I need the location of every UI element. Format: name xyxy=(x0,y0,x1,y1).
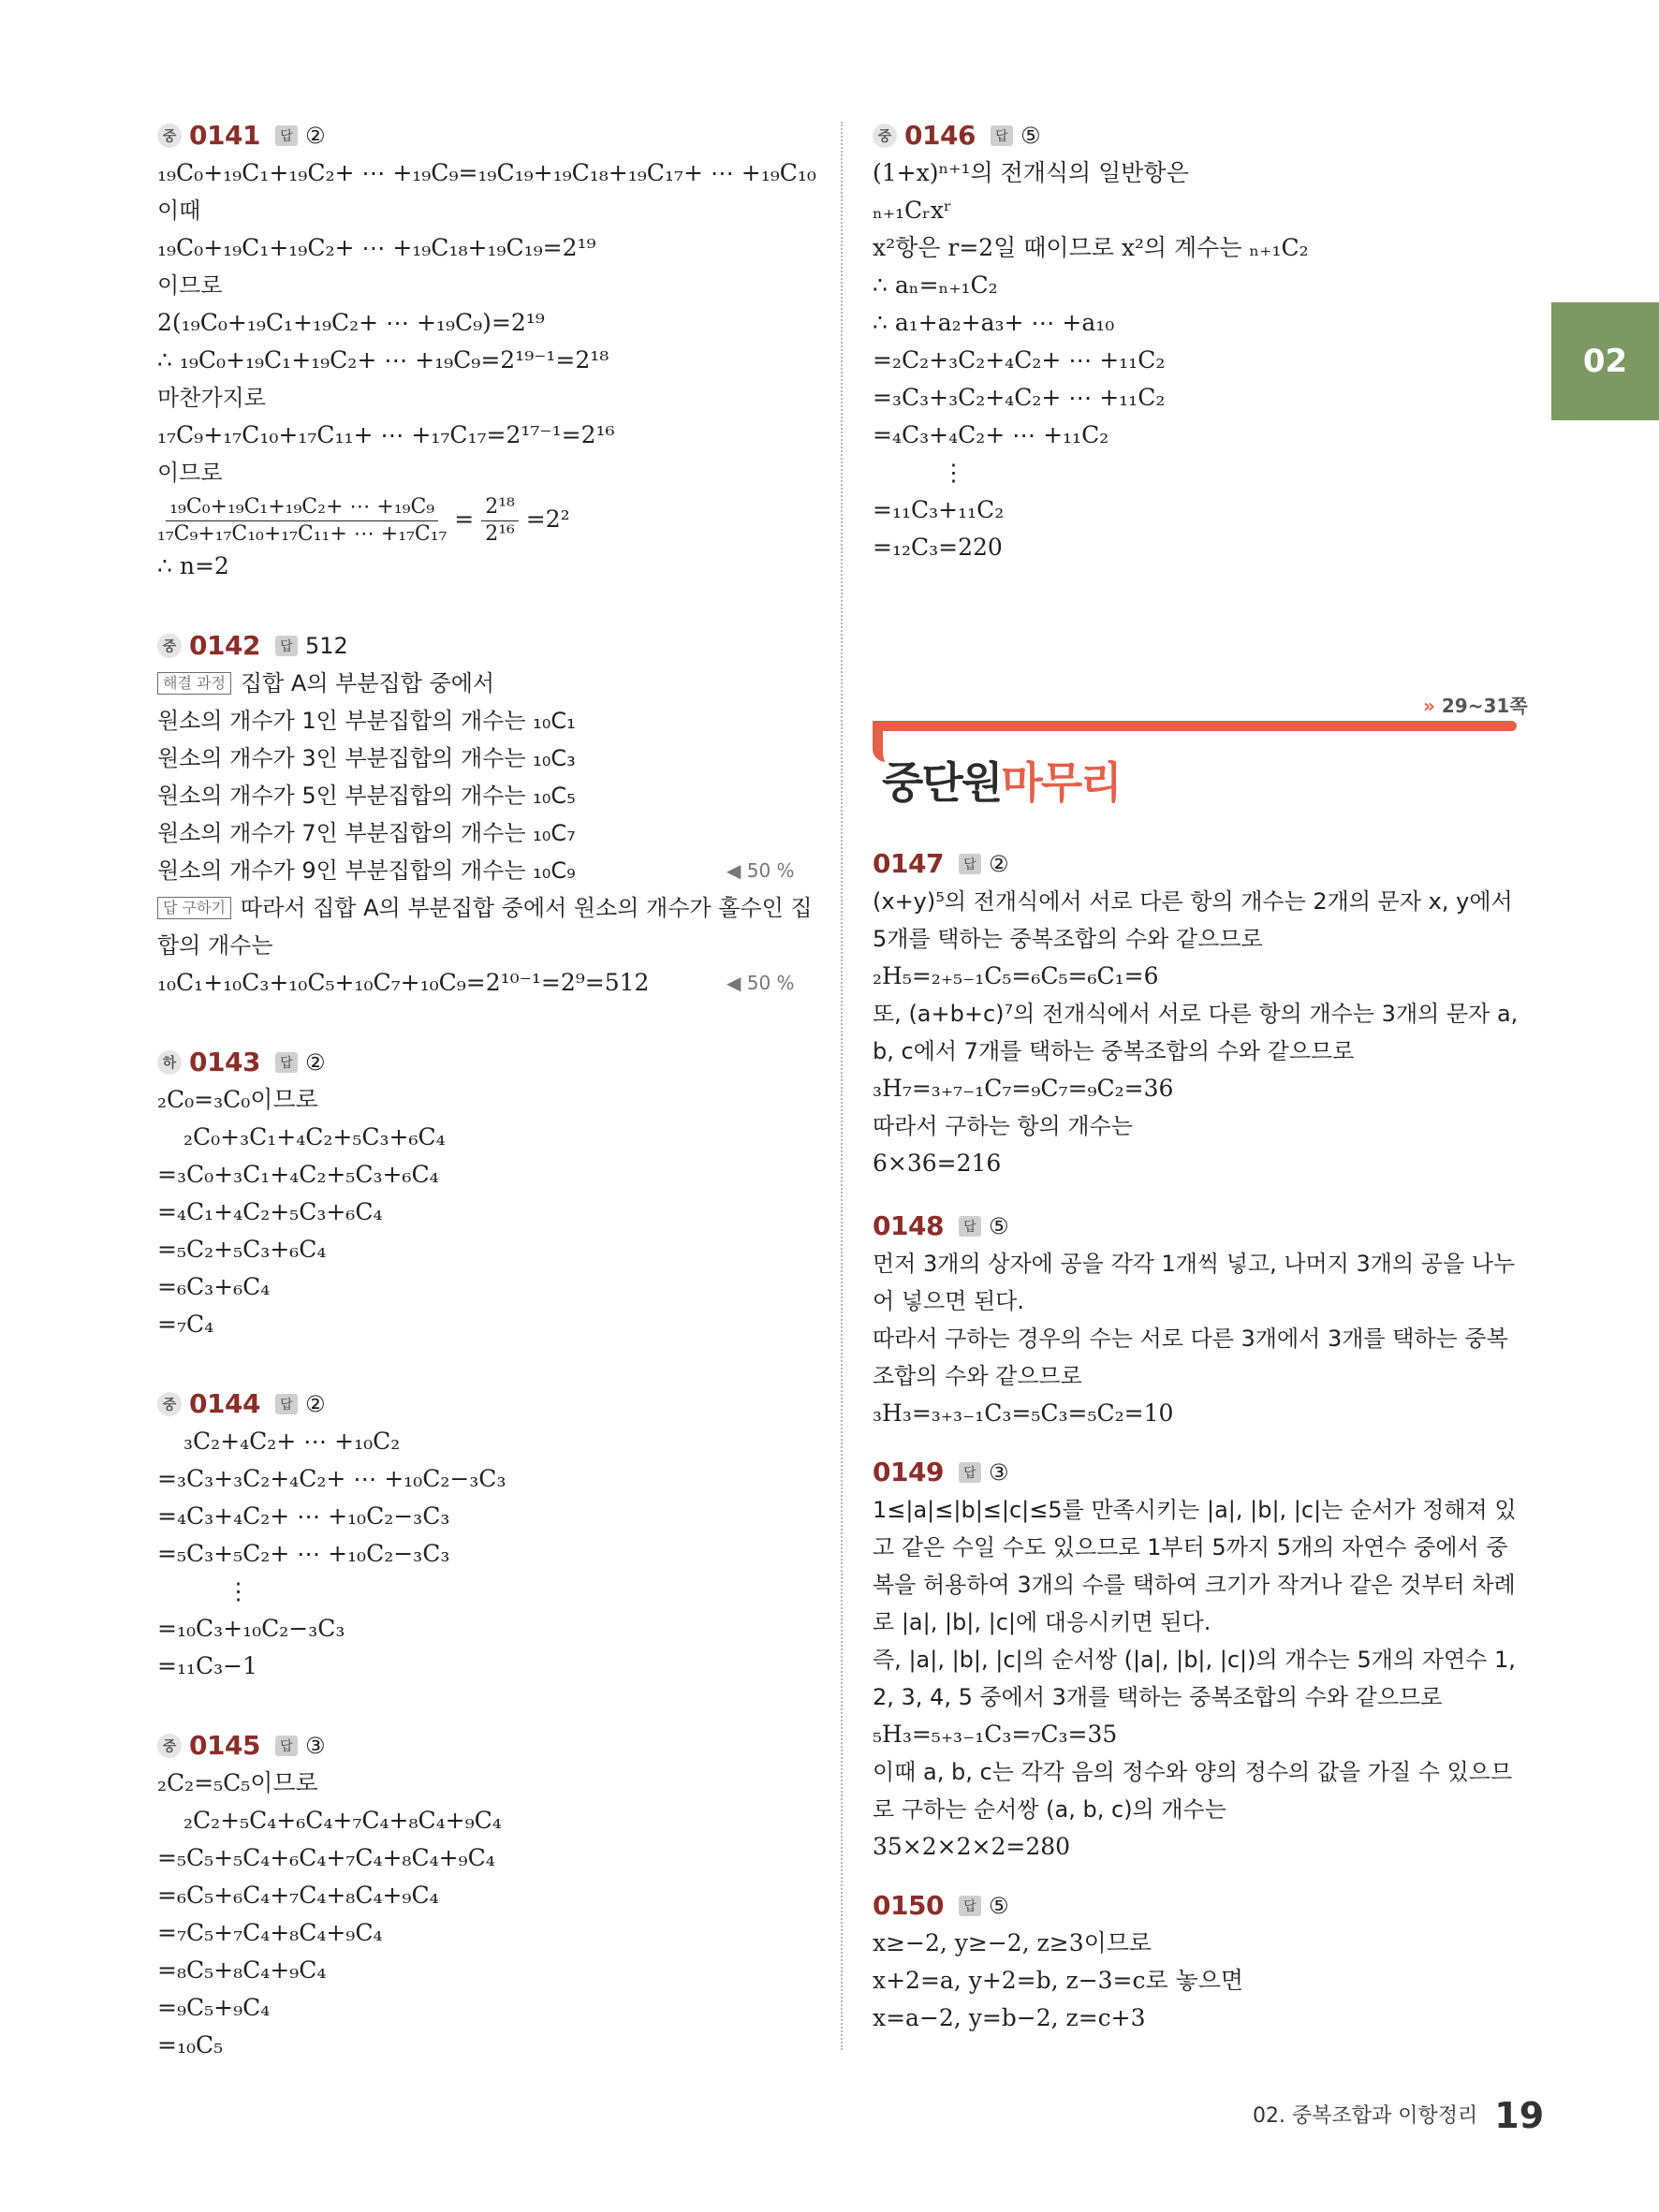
answer: ② xyxy=(304,1390,326,1417)
solution-paragraph: 답 구하기 따라서 집합 A의 부분집합 중에서 원소의 개수가 홀수인 집합의 개수는 xyxy=(157,895,813,959)
solution-line: ₅H₃=₅₊₃₋₁C₃=₇C₃=35 xyxy=(873,1721,1118,1748)
problem-0141 xyxy=(157,120,816,585)
solution-line: =₄C₃+₄C₂+ ⋯ +₁₀C₂−₃C₃ xyxy=(157,1502,450,1530)
solution-line: (1+x)ⁿ⁺¹의 전개식의 일반항은 xyxy=(873,159,1189,186)
answer-tag: 답 xyxy=(275,1736,298,1756)
solution-line: =₇C₄ xyxy=(157,1311,214,1338)
problem-0143 xyxy=(157,1047,813,1343)
fraction-line: $\frac{\text{₁₉C₀+₁₉C₁+₁₉C₂+ ⋯ +₁₉C₉}}{\text{₁₇C₉+₁₇C₁₀+₁₇C₁₁+ ⋯ +₁₇C₁₇}}$ = $\frac{\text{2¹⁸}}{\text{2¹⁶}}$ =2² xyxy=(157,495,570,546)
score-percent: ◀ 50 % xyxy=(727,972,795,994)
solution-paragraph: 이때 a, b, c는 각각 음의 정수와 양의 정수의 값을 가질 수 있으므로 구하는 순서쌍 (a, b, c)의 개수는 xyxy=(873,1759,1513,1823)
solution-paragraph: 또, (a+b+c)⁷의 전개식에서 서로 다른 항의 개수는 3개의 문자 a, b, c에서 7개를 택하는 중복조합의 수와 같으므로 xyxy=(873,1001,1519,1064)
fraction-denominator: ₁₇C₉+₁₇C₁₀+₁₇C₁₁+ ⋯ +₁₇C₁₇ xyxy=(157,522,448,546)
solution-line: =₇C₅+₇C₄+₈C₄+₉C₄ xyxy=(157,1919,383,1946)
solution-paragraph: (x+y)⁵의 전개식에서 서로 다른 항의 개수는 2개의 문자 x, y에서 5개를 택하는 중복조합의 수와 같으므로 xyxy=(873,888,1513,952)
solution-line: ₁₉C₀+₁₉C₁+₁₉C₂+ ⋯ +₁₉C₉=₁₉C₁₉+₁₉C₁₈+₁₉C₁₇+ ⋯ +₁₉C₁₀ xyxy=(157,159,816,186)
answer: 512 xyxy=(304,632,348,659)
problem-number: 0146 xyxy=(904,120,976,151)
problem-header xyxy=(873,1890,1519,1921)
solution-line: =₆C₅+₆C₄+₇C₄+₈C₄+₉C₄ xyxy=(157,1882,439,1909)
solution-line: 6×36=216 xyxy=(873,1150,1002,1177)
fraction-result: =2² xyxy=(525,505,570,533)
double-chevron-icon: » xyxy=(1423,695,1435,717)
problem-0148 xyxy=(873,1210,1519,1432)
solution-line: x≥−2, y≥−2, z≥3이므로 xyxy=(873,1929,1152,1956)
answer: ② xyxy=(304,122,326,149)
solution-line: 이때 xyxy=(157,198,201,224)
solution-line: =₉C₅+₉C₄ xyxy=(157,1994,271,2021)
answer-tag: 답 xyxy=(959,1462,981,1483)
solution-line: =₄C₁+₄C₂+₅C₃+₆C₄ xyxy=(157,1198,383,1225)
answer: ③ xyxy=(988,1458,1009,1486)
level-badge: 중 xyxy=(157,124,182,148)
solution-line: =₅C₅+₅C₄+₆C₄+₇C₄+₈C₄+₉C₄ xyxy=(157,1844,495,1871)
problem-0146 xyxy=(873,120,1519,566)
solution-line: =₅C₃+₅C₂+ ⋯ +₁₀C₂−₃C₃ xyxy=(157,1540,450,1567)
score-percent: ◀ 50 % xyxy=(727,859,795,882)
solution-line: =₄C₃+₄C₂+ ⋯ +₁₁C₂ xyxy=(873,421,1109,448)
solution-paragraph: 1≤|a|≤|b|≤|c|≤5를 만족시키는 |a|, |b|, |c|는 순서가 정해져 있고 같은 수일 수도 있으므로 1부터 5까지 5개의 자연수 중에서 중복을 허용하여 3개의 수를 택하여 크기가 작거나 같은 것부터 차례로 |a|, |b|, |c|에 대응시키면 된다. xyxy=(873,1497,1517,1635)
problem-0145 xyxy=(157,1730,813,2064)
solution-line: x=a−2, y=b−2, z=c+3 xyxy=(873,2004,1146,2031)
step-tag: 해결 과정 xyxy=(157,672,231,695)
answer: ③ xyxy=(304,1732,326,1759)
answer: ② xyxy=(988,850,1009,877)
solution-line: 해결 과정 집합 A의 부분집합 중에서 xyxy=(157,665,813,702)
fraction xyxy=(481,494,519,548)
solution-paragraph: 따라서 구하는 경우의 수는 서로 다른 3개에서 3개를 택하는 중복조합의 수와 같으므로 xyxy=(873,1326,1508,1389)
answer-tag: 답 xyxy=(959,1896,981,1916)
problem-number: 0143 xyxy=(189,1047,260,1077)
problem-header xyxy=(157,120,813,151)
solution-line: 원소의 개수가 5인 부분집합의 개수는 ₁₀C₅ xyxy=(157,783,576,809)
problem-header xyxy=(873,848,1519,879)
problem-number: 0142 xyxy=(189,630,260,661)
solution-line: 2(₁₉C₀+₁₉C₁+₁₉C₂+ ⋯ +₁₉C₉)=2¹⁹ xyxy=(157,309,545,336)
problem-0144 xyxy=(157,1388,813,1685)
problem-number: 0148 xyxy=(873,1210,944,1241)
problem-number: 0147 xyxy=(873,848,944,879)
left-column xyxy=(157,120,816,2109)
section-title: 중단원마무리 xyxy=(882,757,1121,808)
chapter-title: 02. 중복조합과 이항정리 xyxy=(1253,2104,1478,2128)
problem-number: 0141 xyxy=(189,120,260,151)
level-badge: 하 xyxy=(157,1050,182,1075)
solution-line: =₃C₃+₃C₂+₄C₂+ ⋯ +₁₀C₂−₃C₃ xyxy=(157,1465,507,1492)
page-footer xyxy=(1253,2095,1544,2136)
solution-line: ₃H₃=₃₊₃₋₁C₃=₅C₃=₅C₂=10 xyxy=(873,1399,1174,1427)
answer-tag: 답 xyxy=(275,125,298,146)
solution-line: ₂C₂+₅C₄+₆C₄+₇C₄+₈C₄+₉C₄ xyxy=(184,1807,502,1834)
solution-line: ₂H₅=₂₊₅₋₁C₅=₆C₅=₆C₁=6 xyxy=(873,962,1159,989)
solution-line: =₂C₂+₃C₂+₄C₂+ ⋯ +₁₁C₂ xyxy=(873,346,1166,374)
problem-header xyxy=(157,630,813,661)
chapter-tab: 02 xyxy=(1551,302,1659,420)
problem-header xyxy=(873,1210,1519,1241)
solution-line: x+2=a, y+2=b, z−3=c로 놓으면 xyxy=(873,1967,1244,1994)
answer-tag: 답 xyxy=(275,1052,298,1073)
problem-header xyxy=(157,1730,813,1761)
solution-line: ∴ ₁₉C₀+₁₉C₁+₁₉C₂+ ⋯ +₁₉C₉=2¹⁹⁻¹=2¹⁸ xyxy=(157,346,609,374)
level-badge: 중 xyxy=(873,124,897,148)
answer-tag: 답 xyxy=(959,854,981,874)
solution-line: ₙ₊₁Cᵣxʳ xyxy=(873,197,952,224)
solution-line: 원소의 개수가 1인 부분집합의 개수는 ₁₀C₁ xyxy=(157,708,576,734)
solution-line: ₂C₀=₃C₀이므로 xyxy=(157,1086,318,1113)
solution-line: =₆C₃+₆C₄ xyxy=(157,1273,271,1300)
level-badge: 중 xyxy=(157,1734,182,1758)
answer-tag: 답 xyxy=(275,636,298,656)
problem-number: 0150 xyxy=(873,1890,944,1921)
fraction xyxy=(157,494,447,548)
answer: ⑤ xyxy=(1020,122,1041,149)
solution-line: 원소의 개수가 9인 부분집합의 개수는 ₁₀C₉ ◀ 50 % xyxy=(157,852,813,889)
problem-0150 xyxy=(873,1890,1519,2037)
solution-line: =₅C₂+₅C₃+₆C₄ xyxy=(157,1236,327,1263)
solution-line: 35×2×2×2=280 xyxy=(873,1833,1071,1860)
right-column-top xyxy=(873,120,1519,611)
solution-line: ₂C₀+₃C₁+₄C₂+₅C₃+₆C₄ xyxy=(184,1123,446,1150)
problem-number: 0149 xyxy=(873,1457,944,1487)
solution-line: ₁₇C₉+₁₇C₁₀+₁₇C₁₁+ ⋯ +₁₇C₁₇=2¹⁷⁻¹=2¹⁶ xyxy=(157,421,615,448)
solution-line: ₃H₇=₃₊₇₋₁C₇=₉C₇=₉C₂=36 xyxy=(873,1075,1174,1102)
answer-tag: 답 xyxy=(959,1216,981,1237)
page-reference: » 29~31쪽 xyxy=(1423,695,1528,717)
answer-tag: 답 xyxy=(275,1394,298,1414)
answer: ⑤ xyxy=(988,1212,1009,1239)
solution-line: =₃C₀+₃C₁+₄C₂+₅C₃+₆C₄ xyxy=(157,1161,439,1188)
solution-line: =₁₂C₃=220 xyxy=(873,534,1003,561)
solution-paragraph: 즉, |a|, |b|, |c|의 순서쌍 (|a|, |b|, |c|)의 개수는 5개의 자연수 1, 2, 3, 4, 5 중에서 3개를 택하는 중복조합의 수와 같으므로 xyxy=(873,1647,1516,1710)
solution-line: ₁₀C₁+₁₀C₃+₁₀C₅+₁₀C₇+₁₀C₉=2¹⁰⁻¹=2⁹=512 ◀ 50 % xyxy=(157,964,813,1002)
problem-number: 0144 xyxy=(189,1388,260,1419)
level-badge: 중 xyxy=(157,634,182,658)
right-column-bottom xyxy=(873,848,1519,2082)
answer: ⑤ xyxy=(988,1892,1009,1919)
problem-header xyxy=(157,1047,813,1077)
solution-line: x²항은 r=2일 때이므로 x²의 계수는 ₙ₊₁C₂ xyxy=(873,234,1309,261)
solution-line: ∴ aₙ=ₙ₊₁C₂ xyxy=(873,271,998,299)
step-tag: 답 구하기 xyxy=(157,897,231,919)
solution-line: =₁₁C₃+₁₁C₂ xyxy=(873,496,1005,523)
answer: ② xyxy=(304,1048,326,1076)
fraction-numerator: ₁₉C₀+₁₉C₁+₁₉C₂+ ⋯ +₁₉C₉ xyxy=(166,494,438,521)
fraction-numerator: 2¹⁸ xyxy=(481,494,519,521)
level-badge: 중 xyxy=(157,1392,182,1416)
solution-line: 원소의 개수가 7인 부분집합의 개수는 ₁₀C₇ xyxy=(157,820,576,846)
section-banner xyxy=(873,713,1519,816)
problem-header xyxy=(873,120,1519,151)
solution-line: ₁₉C₀+₁₉C₁+₁₉C₂+ ⋯ +₁₉C₁₈+₁₉C₁₉=2¹⁹ xyxy=(157,234,596,261)
solution-line: ₂C₂=₅C₅이므로 xyxy=(157,1769,318,1796)
solution-line: =₁₀C₃+₁₀C₂−₃C₃ xyxy=(157,1615,345,1642)
solution-line: 원소의 개수가 3인 부분집합의 개수는 ₁₀C₃ xyxy=(157,745,576,771)
solution-paragraph: 따라서 구하는 항의 개수는 xyxy=(873,1113,1133,1139)
page-number: 19 xyxy=(1494,2095,1545,2136)
solution-line: =₁₁C₃−1 xyxy=(157,1652,257,1679)
fraction-denominator: 2¹⁶ xyxy=(485,522,515,546)
solution-line: ⋮ xyxy=(942,459,965,486)
solution-line: ⋮ xyxy=(227,1577,250,1604)
banner-bar xyxy=(873,721,1517,731)
answer-tag: 답 xyxy=(991,125,1013,146)
solution-line: 마찬가지로 xyxy=(157,385,266,411)
problem-0147 xyxy=(873,848,1519,1182)
solution-line: =₈C₅+₈C₄+₉C₄ xyxy=(157,1956,327,1984)
solution-paragraph: 먼저 3개의 상자에 공을 각각 1개씩 넣고, 나머지 3개의 공을 나누어 넣으면 된다. xyxy=(873,1251,1516,1314)
problem-number: 0145 xyxy=(189,1730,260,1761)
conclusion: ∴ n=2 xyxy=(157,552,229,579)
problem-0149 xyxy=(873,1457,1519,1866)
solution-line: =₁₀C₅ xyxy=(157,2031,224,2058)
solution-line: 이므로 xyxy=(157,272,223,299)
solution-line: =₃C₃+₃C₂+₄C₂+ ⋯ +₁₁C₂ xyxy=(873,384,1166,411)
solution-line: ∴ a₁+a₂+a₃+ ⋯ +a₁₀ xyxy=(873,309,1115,336)
solution-line: 이므로 xyxy=(157,460,223,486)
problem-header xyxy=(873,1457,1519,1487)
column-divider xyxy=(841,122,843,2050)
solution-line: ₃C₂+₄C₂+ ⋯ +₁₀C₂ xyxy=(184,1428,401,1455)
problem-0142 xyxy=(157,630,813,1002)
problem-header xyxy=(157,1388,813,1419)
